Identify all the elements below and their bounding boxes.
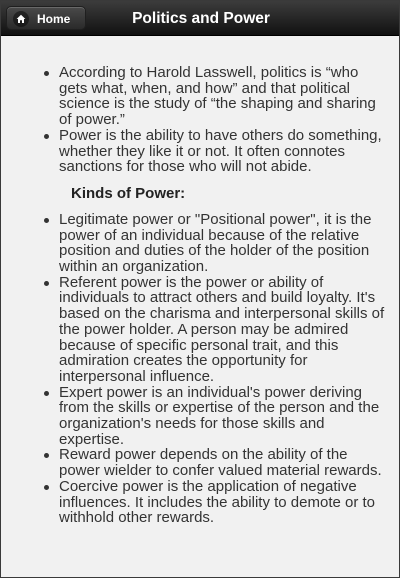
list-item: Power is the ability to have others do something, whether they like it or not. It often connotes sanctions for those who will not abide. xyxy=(1,128,399,175)
main-content xyxy=(1,36,399,526)
list-item: Reward power depends on the ability of the power wielder to confer valued material rewards. xyxy=(1,447,399,478)
home-button[interactable] xyxy=(6,6,86,30)
home-icon xyxy=(13,11,29,27)
kinds-list xyxy=(1,212,399,526)
list-item: According to Harold Lasswell, politics is “who gets what, when, and how” and that political science is the study of “the shaping and sharing of power.” xyxy=(1,65,399,128)
kinds-heading: Kinds of Power: xyxy=(71,184,186,202)
page-title: Politics and Power xyxy=(132,10,270,27)
list-item: Expert power is an individual's power deriving from the skills or expertise of the person and the organization's needs for those skills and expertise. xyxy=(1,385,399,448)
header-bar xyxy=(1,1,399,36)
home-button-label: Home xyxy=(37,12,71,26)
intro-list xyxy=(1,65,399,175)
list-item: Referent power is the power or ability of individuals to attract others and build loyalty. It's based on the charisma and interpersonal skills of the power holder. A person may be admired because of specific personal trait, and this admiration creates the opportunity for interpersonal influence. xyxy=(1,275,399,385)
list-item: Legitimate power or "Positional power", it is the power of an individual because of the relative position and duties of the holder of the position within an organization. xyxy=(1,212,399,275)
list-item: Coercive power is the application of negative influences. It includes the ability to demote or to withhold other rewards. xyxy=(1,479,399,526)
